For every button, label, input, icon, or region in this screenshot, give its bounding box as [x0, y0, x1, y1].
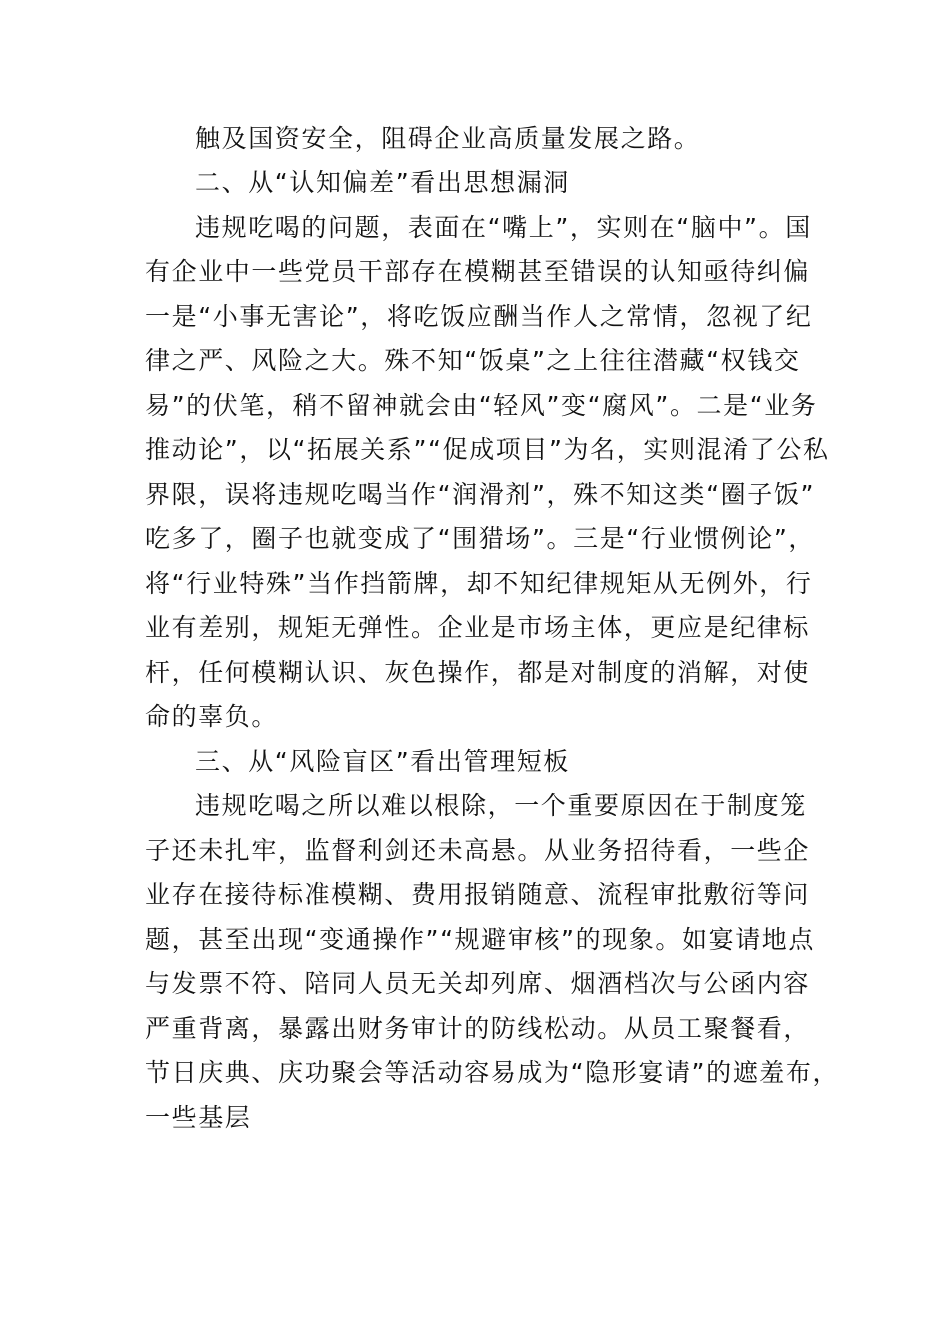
paragraph-line: 律之严、风险之大。殊不知“饭桌”之上往往潜藏“权钱交 — [145, 346, 801, 375]
paragraph-line: 节日庆典、庆功聚会等活动容易成为“隐形宴请”的遮羞布， — [145, 1058, 840, 1087]
paragraph-line: 严重背离，暴露出财务审计的防线松动。从员工聚餐看， — [145, 1014, 811, 1043]
paragraph-line: 界限，误将违规吃喝当作“润滑剂”，殊不知这类“圈子饭” — [145, 480, 816, 509]
paragraph-line: 题，甚至出现“变通操作”“规避审核”的现象。如宴请地点 — [145, 925, 816, 954]
paragraph-line: 与发票不符、陪同人员无关却列席、烟酒档次与公函内容 — [145, 969, 811, 998]
paragraph-line: 业有差别，规矩无弹性。企业是市场主体，更应是纪律标 — [145, 613, 811, 642]
paragraph-line: 子还未扎牢，监督利剑还未高悬。从业务招待看，一些企 — [145, 836, 811, 865]
paragraph-line: 触及国资安全，阻碍企业高质量发展之路。 — [195, 124, 701, 153]
paragraph-line: 杆，任何模糊认识、灰色操作，都是对制度的消解，对使 — [145, 658, 811, 687]
paragraph-line: 业存在接待标准模糊、费用报销随意、流程审批敷衍等问 — [145, 880, 811, 909]
paragraph-line: 违规吃喝的问题，表面在“嘴上”，实则在“脑中”。国 — [195, 213, 812, 242]
paragraph-line: 有企业中一些党员干部存在模糊甚至错误的认知亟待纠偏 — [145, 257, 811, 286]
paragraph-line: 将“行业特殊”当作挡箭牌，却不知纪律规矩从无例外，行 — [145, 569, 813, 598]
paragraph-line: 一是“小事无害论”，将吃饭应酬当作人之常情，忽视了纪 — [145, 302, 813, 331]
paragraph-line: 命的辜负。 — [145, 702, 279, 731]
paragraph-line: 违规吃喝之所以难以根除，一个重要原因在于制度笼 — [195, 791, 807, 820]
paragraph-line: 吃多了，圈子也就变成了“围猎场”。三是“行业惯例论”， — [145, 524, 816, 553]
section-heading-2: 二、从“认知偏差”看出思想漏洞 — [195, 168, 570, 197]
section-heading-3: 三、从“风险盲区”看出管理短板 — [195, 747, 570, 776]
paragraph-line: 一些基层 — [145, 1103, 252, 1132]
paragraph-line: 推动论”，以“拓展关系”“促成项目”为名，实则混淆了公私 — [145, 435, 830, 464]
paragraph-line: 易”的伏笔，稍不留神就会由“轻风”变“腐风”。二是“业务 — [145, 391, 818, 420]
